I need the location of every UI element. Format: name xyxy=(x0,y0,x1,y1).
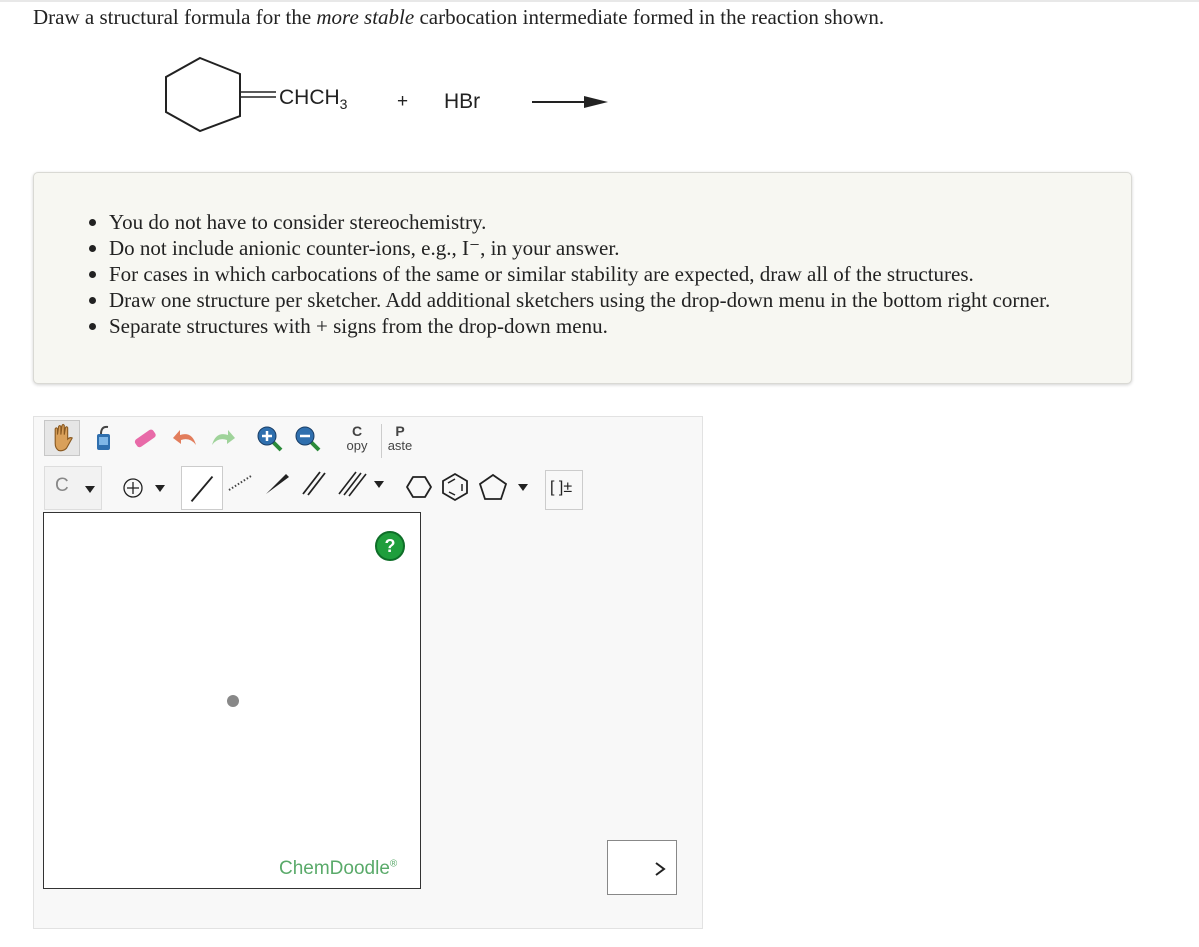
reaction-arrow xyxy=(532,93,612,113)
question-text xyxy=(33,5,884,30)
brand-mark: ® xyxy=(389,858,398,870)
chevron-down-icon xyxy=(155,485,165,493)
question-prefix: Draw a structural formula for the xyxy=(33,5,317,29)
instruction-item: Separate structures with + signs from the drop-down menu. xyxy=(109,313,1050,339)
redo-icon xyxy=(208,423,238,453)
zoom-out-tool[interactable] xyxy=(292,423,322,453)
paste-label-bottom: aste xyxy=(387,438,413,453)
single-bond-tool[interactable] xyxy=(181,466,223,510)
hashed-bond-tool[interactable] xyxy=(225,468,255,498)
benzene-ring-tool[interactable] xyxy=(440,472,470,502)
carbon-label: C xyxy=(55,475,69,496)
brand-name: ChemDoodle xyxy=(279,858,390,879)
zoom-in-tool[interactable] xyxy=(254,423,284,453)
wedge-bond-tool[interactable] xyxy=(262,468,292,498)
clear-tool[interactable] xyxy=(88,423,118,453)
eraser-tool[interactable] xyxy=(128,423,158,453)
double-bond-tool[interactable] xyxy=(298,468,328,498)
bracket-charge-tool[interactable] xyxy=(545,470,583,510)
top-divider xyxy=(0,0,1199,2)
instruction-item: Draw one structure per sketcher. Add additional sketchers using the drop-down menu in the bottom right corner. xyxy=(109,288,1051,312)
chemdoodle-brand xyxy=(279,858,397,880)
reagent-label: HBr xyxy=(444,90,481,113)
zoom-out-icon xyxy=(292,423,322,453)
hashed-bond-icon xyxy=(225,468,255,498)
instructions-panel xyxy=(33,172,1132,384)
pan-hand-tool[interactable] xyxy=(44,420,80,456)
plus-charge-icon xyxy=(122,477,144,499)
canvas-cursor-dot xyxy=(227,695,239,707)
wedge-bond-icon xyxy=(262,468,292,498)
zoom-in-icon xyxy=(254,423,284,453)
single-bond-icon xyxy=(182,467,222,509)
substituent-label: $CHCH_3$ xyxy=(279,86,348,113)
double-bond-icon xyxy=(298,468,328,498)
instruction-item: You do not have to consider stereochemistry. xyxy=(109,209,1050,235)
benzene-icon xyxy=(440,472,470,502)
triple-bond-icon xyxy=(336,468,386,498)
instruction-item: Do not include anionic counter-ions, e.g., I⁻, in your answer. xyxy=(109,235,1050,261)
copy-button[interactable] xyxy=(340,424,374,458)
ring-icon xyxy=(404,472,434,502)
atom-carbon-button[interactable] xyxy=(44,466,102,510)
redo-tool[interactable] xyxy=(208,423,238,453)
charge-button[interactable] xyxy=(112,466,172,510)
question-suffix: carbocation intermediate formed in the reaction shown. xyxy=(414,5,885,29)
plus-sign: + xyxy=(397,91,409,112)
paste-label-top: P xyxy=(395,423,405,439)
cyclopropane-ring-tool[interactable] xyxy=(404,472,434,502)
copy-label-bottom: opy xyxy=(346,438,368,453)
question-emphasis: more stable xyxy=(316,5,415,29)
help-button[interactable]: ? xyxy=(375,531,405,561)
undo-tool[interactable] xyxy=(170,423,200,453)
instructions-list xyxy=(34,209,1050,339)
undo-icon xyxy=(170,423,200,453)
subscript: 3 xyxy=(339,96,348,113)
triple-bond-tool[interactable] xyxy=(336,468,386,498)
cyclopentane-ring xyxy=(160,55,280,145)
chevron-right-icon xyxy=(653,861,667,877)
add-sketcher-dropdown[interactable] xyxy=(607,840,677,895)
eraser-icon xyxy=(128,423,158,453)
reaction-scheme xyxy=(160,55,630,145)
copy-label-top: C xyxy=(351,423,363,439)
hand-icon xyxy=(45,421,79,455)
cyclopentane-ring-tool[interactable] xyxy=(478,472,538,502)
instruction-item: For cases in which carbocations of the same or similar stability are expected, draw all of the structures. xyxy=(109,261,1050,287)
bracket-label: [ ]± xyxy=(550,479,573,496)
chevron-down-icon xyxy=(85,486,95,494)
pentagon-icon xyxy=(478,472,538,502)
clear-bucket-icon xyxy=(88,423,118,453)
paste-button[interactable] xyxy=(381,424,418,458)
